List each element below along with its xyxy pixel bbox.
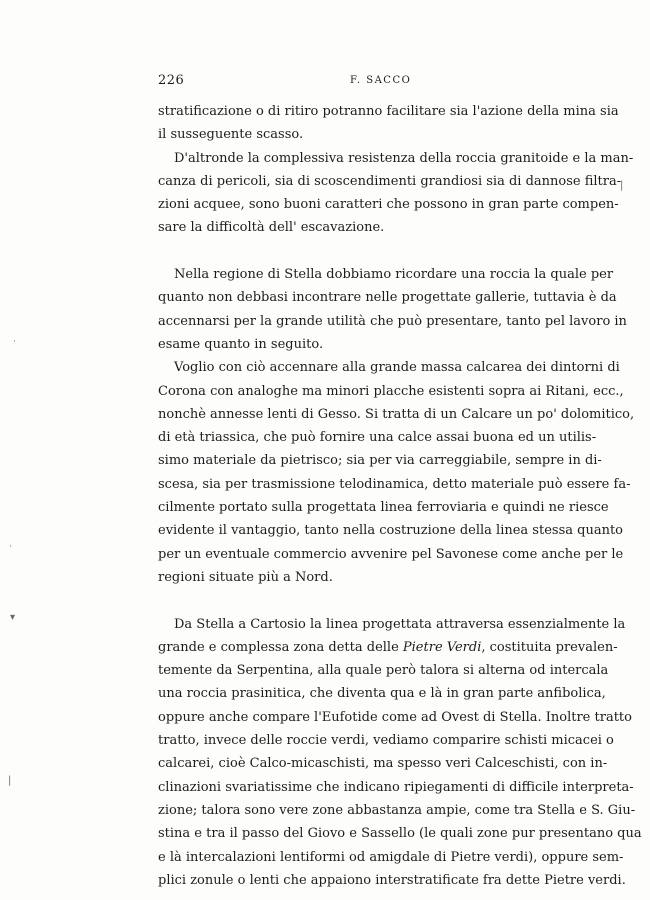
text-line: clinazioni svariatissime che indicano ripiegamenti di difficile interpreta- [158, 779, 634, 795]
body-text [158, 100, 642, 892]
margin-mark: | [620, 180, 624, 191]
margin-mark: ˙ [8, 545, 13, 556]
text-line: regioni situate più a Nord. [158, 569, 333, 585]
text-line: e là intercalazioni lentiformi od amigdale di Pietre verdi), oppure sem- [158, 849, 624, 865]
margin-mark: ˙ [12, 340, 17, 351]
margin-mark: | [8, 775, 12, 786]
text-line: cilmente portato sulla progettata linea ferroviaria e quindi ne riesce [158, 500, 609, 516]
text-line: una roccia prasinitica, che diventa qua e là in gran parte anfibolica, [158, 686, 606, 702]
text-line: stratificazione o di ritiro potranno facilitare sia l'azione della mina sia [158, 104, 619, 119]
text-line: per un eventuale commercio avvenire pel Savonese come anche per le [158, 546, 624, 562]
text-line: quanto non debbasi incontrare nelle progettate gallerie, tuttavia è da [158, 290, 617, 306]
page-header [158, 73, 588, 93]
text-line: calcarei, cioè Calco-micaschisti, ma spesso veri Calceschisti, con in- [158, 756, 608, 772]
paragraph-gap [158, 240, 588, 263]
text-line: temente da Serpentina, alla quale però talora si alterna od intercala [158, 663, 609, 679]
text-line: simo materiale da pietrisco; sia per via carreggiabile, sempre in di- [158, 453, 602, 469]
text-line: evidente il vantaggio, tanto nella costruzione della linea stessa quanto [158, 523, 623, 539]
margin-mark: ▾ [10, 612, 16, 623]
text-line: scesa, sia per trasmissione telodinamica, detto materiale può essere fa- [158, 476, 631, 492]
text-line: zioni acquee, sono buoni caratteri che possono in gran parte compen- [158, 197, 619, 213]
running-head: F. SACCO [350, 75, 412, 86]
text-line: Nella regione di Stella dobbiamo ricordare una roccia la quale per [174, 267, 614, 283]
text-line: oppure anche compare l'Eufotide come ad Ovest di Stella. Inoltre tratto [158, 709, 632, 725]
text-line: Da Stella a Cartosio la linea progettata attraversa essenzialmente la [174, 616, 626, 632]
page-number: 226 [158, 73, 185, 88]
text-line: di età triassica, che può fornire una calce assai buona ed un utilis- [158, 430, 597, 446]
text-line: Corona con analoghe ma minori placche esistenti sopra ai Ritani, ecc., [158, 383, 624, 399]
text-line: nonchè annesse lenti di Gesso. Si tratta di un Calcare un po' dolomitico, [158, 406, 635, 422]
text-line: D'altronde la complessiva resistenza della roccia granitoide e la man- [174, 150, 634, 166]
italic-term: Pietre Verdi [402, 639, 482, 655]
text-line: tratto, invece delle roccie verdi, vediamo comparire schisti micacei o [158, 733, 614, 749]
text-line: il susseguente scasso. [158, 127, 304, 143]
text-line: esame quanto in seguito. [158, 336, 324, 352]
text-line: canza di pericoli, sia di scoscendimenti grandiosi sia di dannose filtra- [158, 173, 622, 189]
paragraph-gap [158, 589, 588, 612]
text-line: stina e tra il passo del Giovo e Sassello (le quali zone pur presentano qua [158, 826, 642, 842]
text-line: accennarsi per la grande utilità che può presentare, tanto pel lavoro in [158, 313, 627, 329]
text-line: Voglio con ciò accennare alla grande massa calcarea dei dintorni di [174, 360, 620, 376]
text-line: grande e complessa zona detta delle Pietre Verdi, costituita prevalen- [158, 639, 618, 655]
text-line: plici zonule o lenti che appaiono interstratificate fra dette Pietre verdi. [158, 872, 626, 888]
text-line: zione; talora sono vere zone abbastanza ampie, come tra Stella e S. Giu- [158, 802, 636, 818]
text-line: sare la difficoltà dell' escavazione. [158, 220, 385, 236]
